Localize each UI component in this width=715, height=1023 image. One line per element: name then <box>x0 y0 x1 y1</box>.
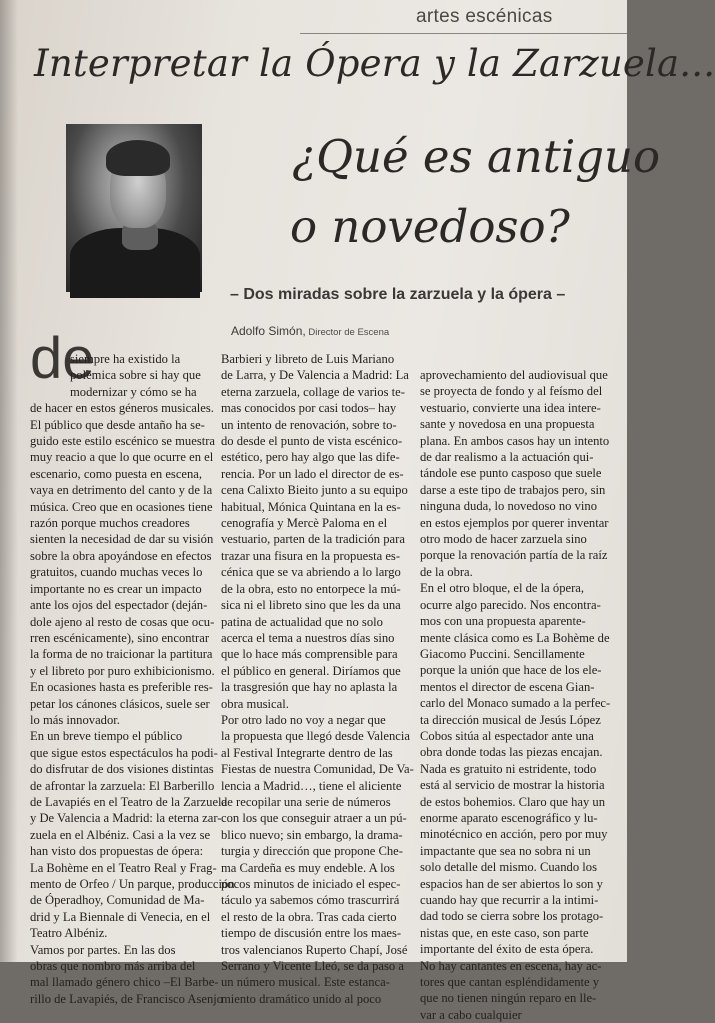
page-gutter-shadow <box>0 0 18 962</box>
section-tag: artes escénicas <box>416 6 553 27</box>
column-1-line: rren escénicamente), sino encontrar <box>30 630 210 645</box>
column-3-line: darse a este tipo de trabajos pero, sin <box>420 482 606 497</box>
column-2-line: Por otro lado no voy a negar que <box>221 712 386 727</box>
column-2-line: pocos minutos de iniciado el espec- <box>221 877 401 891</box>
column-1-line: de Lavapiés en el Teatro de la Zarzuela <box>30 794 228 809</box>
title-line-1: Interpretar la Ópera y la Zarzuela... <box>34 42 715 85</box>
column-3-line: var a cabo cualquier <box>420 1007 522 1022</box>
column-3-line: impactante que sea no sobra ni un <box>420 843 591 858</box>
column-1-line: que sigue estos espectáculos ha podi- <box>30 745 218 760</box>
column-2-line: habitual, Mónica Quintana en la es- <box>221 499 401 514</box>
column-2-line: obra musical. <box>221 696 289 711</box>
column-2-line: turgia y dirección que propone Che- <box>221 844 403 859</box>
column-1-line: y De Valencia a Madrid: la eterna zar- <box>30 811 222 826</box>
author-name: Adolfo Simón, <box>231 324 306 338</box>
column-1-line: ante los ojos del espectador (deján- <box>30 598 208 613</box>
column-3-line: en estos ejemplos por querer inventar <box>420 515 609 530</box>
column-1-line: modernizar y cómo se ha <box>70 384 197 399</box>
byline <box>231 322 389 340</box>
text-column-1 <box>30 351 235 1007</box>
column-3-line: importante del éxito de esta ópera. <box>420 942 594 957</box>
column-3-line: se proyecta de fondo y al feísmo del <box>420 384 603 399</box>
column-2-line: el resto de la obra. Tras cada cierto <box>221 909 397 924</box>
column-3-line: minotécnico en acción, pero por muy <box>420 827 608 842</box>
column-3-line: que no tienen ningún reparo en lle- <box>420 991 597 1006</box>
column-2-line: Fiestas de nuestra Comunidad, De Va- <box>221 762 414 777</box>
column-3-line: de dar realismo a la actuación qui- <box>420 450 594 465</box>
column-2-line: mas conocidos por casi todos– hay <box>221 401 397 416</box>
author-role: Director de Escena <box>305 327 390 338</box>
column-1-line: dole ajeno al resto de cosas que ocu- <box>30 614 215 629</box>
column-3-line: cuando hay que recurrir a la intimi- <box>420 893 599 907</box>
column-2-line: un intento de renovación, sobre to- <box>221 417 397 432</box>
column-1-line: El público que desde antaño ha se- <box>30 417 205 432</box>
column-3-line: carlo del Monaco sumado a la perfec- <box>420 696 611 711</box>
column-1-line: siempre ha existido la <box>70 352 181 366</box>
column-2-line: sica ni el libreto sino que les da una <box>221 598 401 613</box>
column-2-line: acerca el tema a nuestros días sino <box>221 630 395 645</box>
column-1-line: escenario, como puesta en escena, <box>30 466 203 481</box>
column-1-line: gratuitos, cuando muchas veces lo <box>30 565 203 580</box>
column-1-line: y el libreto por puro exhibicionismo. <box>30 663 215 678</box>
column-2-line: de recopilar una serie de números <box>221 794 391 809</box>
column-3-line: Nada es gratuito ni estridente, todo <box>420 761 597 776</box>
column-2-line: un número musical. Este estanca- <box>221 975 390 990</box>
column-1-line: Teatro Albéniz. <box>30 926 108 941</box>
author-photo <box>66 124 202 292</box>
column-1-line: de Óperadhoy, Comunidad de Ma- <box>30 893 205 908</box>
column-1-line: zuela en el Albéniz. Casi a la vez se <box>30 827 211 842</box>
column-2-line: trazar una fisura en la propuesta es- <box>221 548 401 563</box>
column-2-line: ma Cardeña es muy endeble. A los <box>221 860 395 875</box>
column-3-line: tores que cantan espléndidamente y <box>420 975 600 990</box>
column-2-line: estético, pero hay algo que las dife- <box>221 450 400 465</box>
column-3-line: tándole ese punto casposo que suele <box>420 466 602 481</box>
subtitle: – Dos miradas sobre la zarzuela y la ópera – <box>230 286 566 303</box>
column-2-line: el público en general. Diríamos que <box>221 663 401 678</box>
column-2-line: cenografía y Mercè Paloma en el <box>221 516 388 531</box>
column-2-line: tros valencianos Ruperto Chapí, José <box>221 942 408 957</box>
column-3-line: dad todo se cierra sobre los protago- <box>420 909 604 924</box>
column-3-line: sante y novedosa en una propuesta <box>420 417 595 432</box>
column-2-line: con los que conseguir atraer a un pú- <box>221 811 407 826</box>
column-3-line: vestuario, convierte una idea intere- <box>420 400 601 415</box>
column-2-line: miento dramático unido al poco <box>221 991 382 1006</box>
column-3-line: No hay cantantes en escena, hay ac- <box>420 958 602 973</box>
column-2-line: de Larra, y De Valencia a Madrid: La <box>221 368 409 383</box>
column-3-line: ta dirección musical de Jesús López <box>420 712 601 727</box>
column-1-line: razón porque muchos creadores <box>30 516 190 531</box>
column-3-line: mos con una propuesta aparente- <box>420 614 586 629</box>
column-1-line: muy reacio a que lo que ocurre en el <box>30 450 214 465</box>
drop-cap: de <box>30 326 95 391</box>
column-1-line: de afrontar la zarzuela: El Barberillo <box>30 778 215 793</box>
column-2-line: Barbieri y libreto de Luis Mariano <box>221 352 395 366</box>
photo-hair <box>106 140 170 176</box>
column-3-line: obra donde todas las piezas encajan. <box>420 745 603 760</box>
column-2-line: táculo ya sabemos cómo trascurrirá <box>221 893 400 908</box>
column-1-line: rillo de Lavapiés, de Francisco Asenjo <box>30 991 224 1006</box>
column-2-line: eterna zarzuela, collage de varios te- <box>221 384 405 399</box>
column-3-line: solo detalle del mismo. Cuando los <box>420 860 597 875</box>
column-1-line: mal llamado género chico –El Barbe- <box>30 975 219 990</box>
column-1-line: vaya en detrimento del canto y de la <box>30 483 213 498</box>
column-3-line: aprovechamiento del audiovisual que <box>420 368 608 382</box>
column-1-line: la forma de no traicionar la partitura <box>30 647 213 662</box>
column-3-line: otro modo de hacer zarzuela sino <box>420 532 587 547</box>
text-column-2 <box>221 351 414 1007</box>
column-3-line: mentos el director de escena Gian- <box>420 679 595 694</box>
column-3-line: enorme aparato escenográfico y lu- <box>420 810 598 825</box>
column-1-line: mento de Orfeo / Un parque, producción <box>30 877 235 891</box>
column-3-line: Giacomo Puccini. Sencillamente <box>420 646 585 661</box>
column-2-line: la trasgresión que hay no aplasta la <box>221 680 398 695</box>
column-2-line: al Festival Integrarte dentro de las <box>221 745 393 760</box>
column-2-line: patina de actualidad que no solo <box>221 614 383 629</box>
column-3-line: porque la unión que hace de los ele- <box>420 663 602 678</box>
column-1-line: Vamos por partes. En las dos <box>30 942 176 957</box>
column-1-line: de hacer en estos géneros musicales. <box>30 401 214 416</box>
column-2-line: cénica que se va abriendo a lo largo <box>221 565 401 580</box>
column-3-line: mente clásica como es La Bohème de <box>420 630 610 645</box>
column-3-line: espacios han de ser abiertos lo son y <box>420 876 603 891</box>
text-column-3 <box>420 367 611 1023</box>
column-1-line: En un breve tiempo el público <box>30 729 183 744</box>
column-3-line: nistas que, en este caso, son parte <box>420 925 589 940</box>
column-2-line: de la obra, esto no entorpece la mú- <box>221 581 401 596</box>
column-2-line: blico nuevo; sin embargo, la drama- <box>221 827 403 842</box>
column-3-line: Cobos sitúa al espectador ante una <box>420 728 594 743</box>
column-2-line: lencia a Madrid…, tiene el aliciente <box>221 778 402 793</box>
column-2-line: la propuesta que llegó desde Valencia <box>221 729 410 744</box>
column-2-line: do desde el punto de vista escénico- <box>221 434 403 449</box>
column-1-line: do disfrutar de dos visiones distintas <box>30 762 214 777</box>
column-3-line: En el otro bloque, el de la ópera, <box>420 581 585 596</box>
column-1-line: música. Creo que en ocasiones tiene <box>30 499 213 514</box>
column-3-line: ocurre algo parecido. Nos encontra- <box>420 597 601 612</box>
column-2-line: cena Calixto Bieito junto a su equipo <box>221 483 408 498</box>
column-3-line: plana. En ambos casos hay un intento <box>420 433 610 448</box>
title-line-2: ¿Qué es antiguo <box>292 130 661 183</box>
column-2-line: rencia. Por un lado el director de es- <box>221 466 404 481</box>
column-1-line: obras que nombro más arriba del <box>30 959 196 974</box>
column-3-line: está al servicio de mostrar la historia <box>420 778 605 793</box>
column-2-line: que lo hace más comprensible para <box>221 647 398 662</box>
section-rule <box>300 33 627 34</box>
column-2-line: tiempo de discusión entre los maes- <box>221 926 402 941</box>
column-1-line: sobre la obra apoyándose en efectos <box>30 548 212 563</box>
column-1-line: sienten la necesidad de dar su visión <box>30 532 214 547</box>
column-3-line: de estos bohemios. Claro que hay un <box>420 794 606 809</box>
column-1-line: En ocasiones hasta es preferible res- <box>30 680 213 695</box>
column-3-line: ninguna duda, lo novedoso no vino <box>420 499 597 514</box>
column-1-line: petar los cánones clásicos, suele ser <box>30 696 210 711</box>
column-2-line: vestuario, parten de la tradición para <box>221 532 405 547</box>
column-2-line: Serrano y Vicente Lleó, se da paso a <box>221 959 404 974</box>
column-1-line: lo más innovador. <box>30 712 120 727</box>
column-1-line: guido este estilo escénico se muestra <box>30 434 216 449</box>
column-3-line: de la obra. <box>420 564 473 579</box>
column-1-line: polémica sobre si hay que <box>70 368 201 383</box>
column-3-line: porque la renovación partía de la raíz <box>420 548 608 563</box>
column-1-line: importante no es crear un impacto <box>30 581 202 596</box>
column-1-line: La Bohème en el Teatro Real y Frag- <box>30 860 217 875</box>
title-line-3: o novedoso? <box>290 200 570 253</box>
column-1-line: drid y La Biennale di Venecia, en el <box>30 909 211 924</box>
column-1-line: han visto dos propuestas de ópera: <box>30 844 204 859</box>
